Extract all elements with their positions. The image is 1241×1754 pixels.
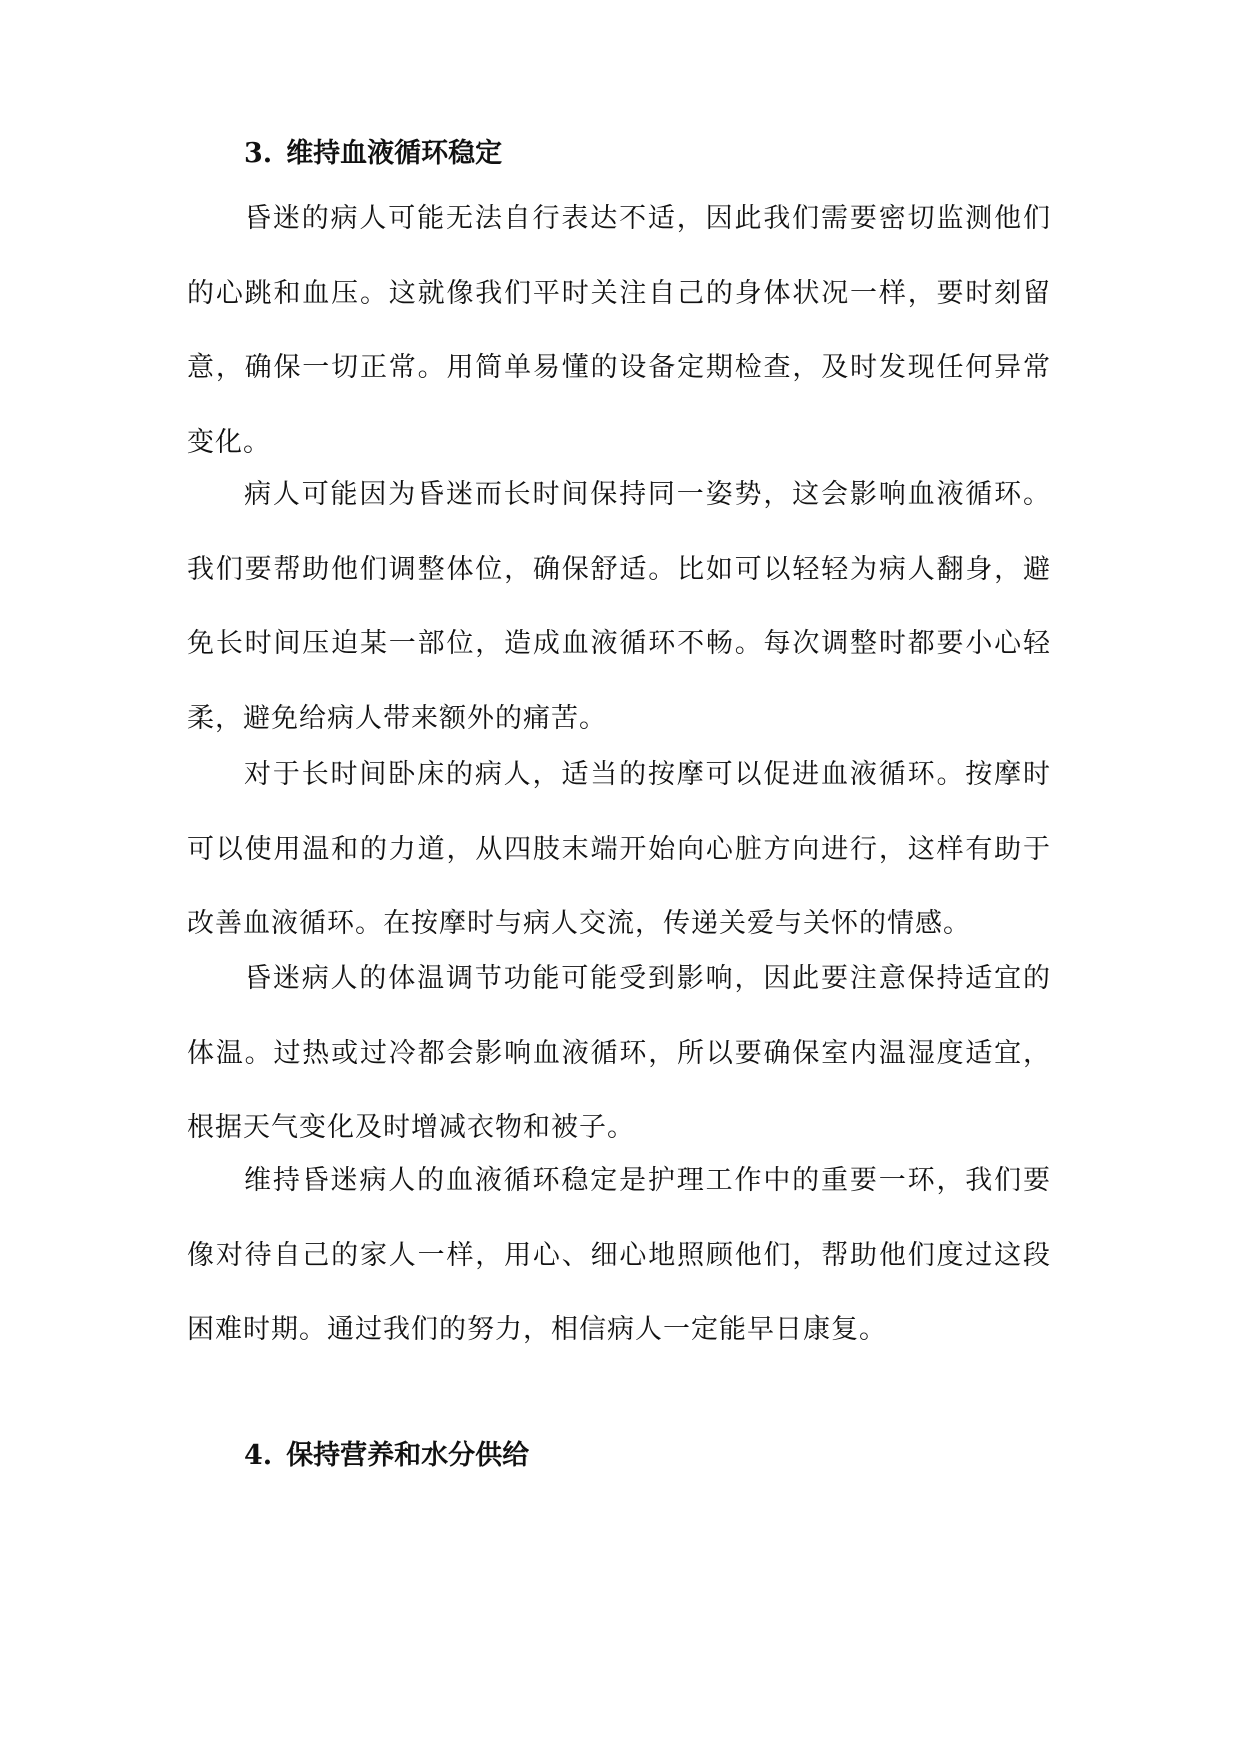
paragraph-summary: 维持昏迷病人的血液循环稳定是护理工作中的重要一环，我们要像对待自己的家人一样，用心、细心地照顾他们，帮助他们度过这段困难时期。通过我们的努力，相信病人一定能早日康复。 xyxy=(187,1165,1051,1345)
paragraph-monitoring: 昏迷的病人可能无法自行表达不适，因此我们需要密切监测他们的心跳和血压。这就像我们平时关注自己的身体状况一样，要时刻留意，确保一切正常。用简单易懂的设备定期检查，及时发现任何异常变化。 xyxy=(187,203,1051,458)
section-title: 保持营养和水分供给 xyxy=(286,1440,530,1471)
paragraph-massage: 对于长时间卧床的病人，适当的按摩可以促进血液循环。按摩时可以使用温和的力道，从四肢末端开始向心脏方向进行，这样有助于改善血液循环。在按摩时与病人交流，传递关爱与关怀的情感。 xyxy=(187,759,1051,939)
paragraph-positioning: 病人可能因为昏迷而长时间保持同一姿势，这会影响血液循环。我们要帮助他们调整体位，确保舒适。比如可以轻轻为病人翻身，避免长时间压迫某一部位，造成血液循环不畅。每次调整时都要小心轻柔，避免给病人带来额外的痛苦。 xyxy=(187,479,1051,734)
section-title: 维持血液循环稳定 xyxy=(286,138,503,169)
section-number: 4. xyxy=(244,1440,273,1471)
section-number: 3. xyxy=(244,138,273,169)
section-heading-3 xyxy=(244,134,502,174)
section-heading-4 xyxy=(244,1436,529,1476)
paragraph-temperature: 昏迷病人的体温调节功能可能受到影响，因此要注意保持适宜的体温。过热或过冷都会影响血液循环，所以要确保室内温湿度适宜，根据天气变化及时增减衣物和被子。 xyxy=(187,963,1051,1143)
